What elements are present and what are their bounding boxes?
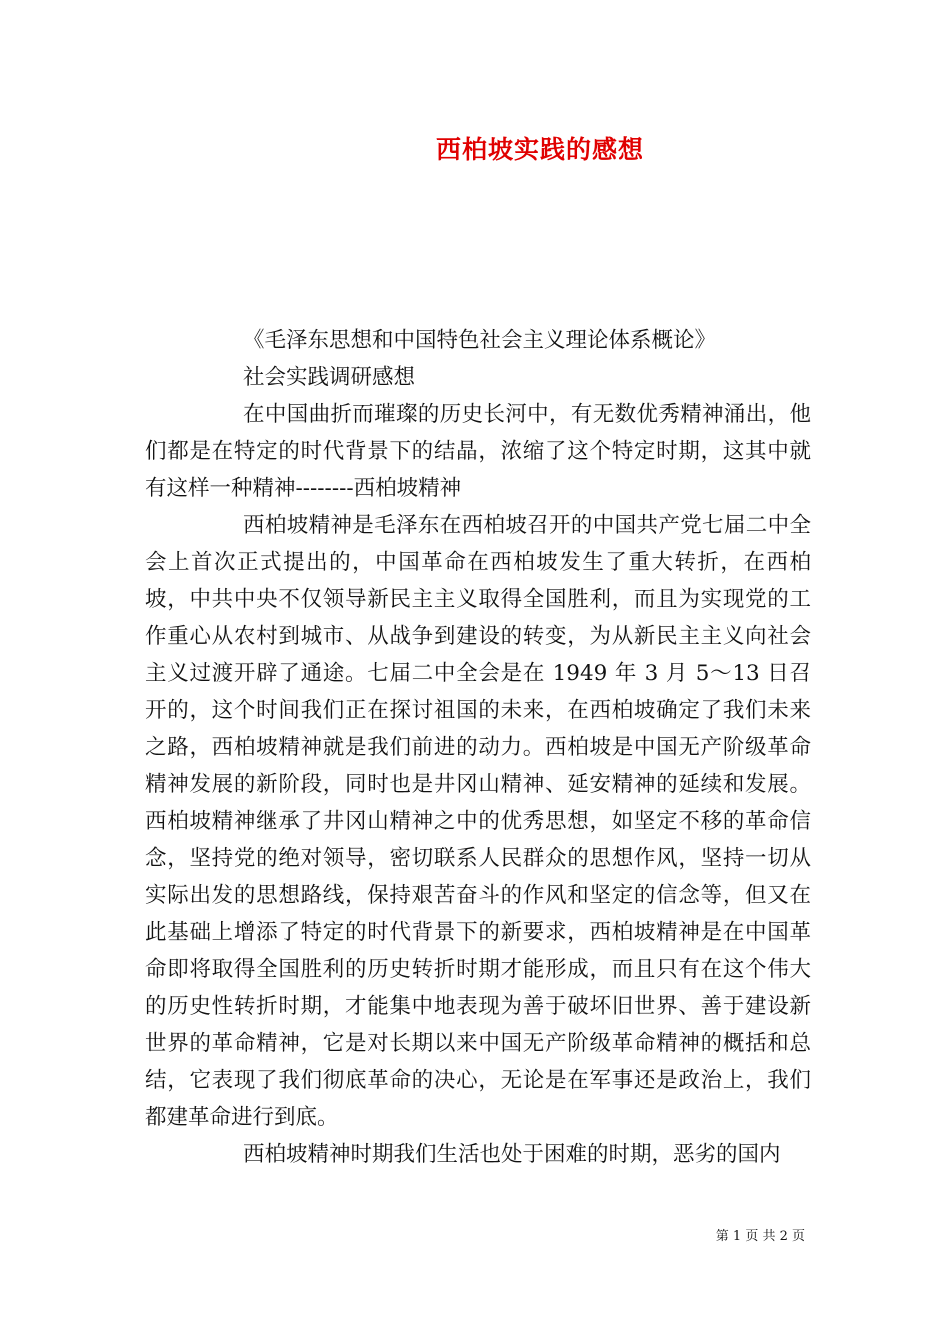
paragraph-main: 西柏坡精神是毛泽东在西柏坡召开的中国共产党七届二中全会上首次正式提出的，中国革命在西柏坡发生了重大转折，在西柏坡，中共中央不仅领导新民主主义取得全国胜利，而且为实现党的工作重心从农村到城市、从战争到建设的转变，为从新民主主义向社会主义过渡开辟了通途。七届二中全会是在 1949 年 3 月 5～13 日召开的，这个时间我们正在探讨祖国的未来，在西柏坡确定了我们未来之路，西柏坡精神就是我们前进的动力。西柏坡是中国无产阶级革命精神发展的新阶段，同时也是井冈山精神、延安精神的延续和发展。西柏坡精神继承了井冈山精神之中的优秀思想，如坚定不移的革命信念，坚持党的绝对领导，密切联系人民群众的思想作风，坚持一切从实际出发的思想路线，保持艰苦奋斗的作风和坚定的信念等，但又在此基础上增添了特定的时代背景下的新要求，西柏坡精神是在中国革命即将取得全国胜利的历史转折时期才能形成，而且只有在这个伟大的历史性转折时期，才能集中地表现为善于破坏旧世界、善于建设新世界的革命精神，它是对长期以来中国无产阶级革命精神的概括和总结，它表现了我们彻底革命的决心，无论是在军事还是政治上，我们都建革命进行到底。	[145, 513, 811, 1130]
document-body	[145, 322, 811, 1173]
paragraph-intro: 在中国曲折而璀璨的历史长河中，有无数优秀精神涌出，他们都是在特定的时代背景下的结晶，浓缩了这个特定时期，这其中就有这样一种精神--------西柏坡精神	[145, 402, 811, 501]
report-type-line: 社会实践调研感想	[243, 365, 416, 390]
paragraph-continued: 西柏坡精神时期我们生活也处于困难的时期，恶劣的国内	[243, 1142, 781, 1167]
course-title-line: 《毛泽东思想和中国特色社会主义理论体系概论》	[243, 328, 717, 353]
page-number-footer: 第 1 页 共 2 页	[715, 1229, 805, 1244]
document-title: 西柏坡实践的感想	[435, 135, 644, 164]
